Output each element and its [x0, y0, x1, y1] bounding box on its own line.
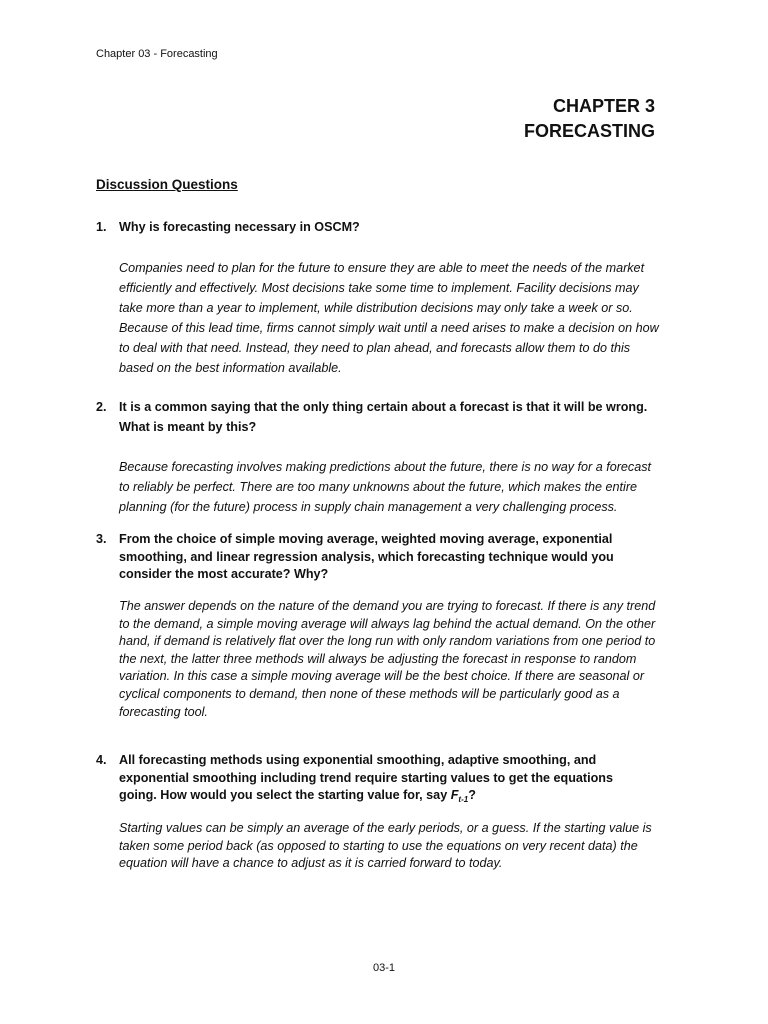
running-header: Chapter 03 - Forecasting [96, 48, 218, 60]
variable-subscript: t-1 [458, 795, 469, 804]
answer-4: Starting values can be simply an average of the early periods, or a guess. If the starting value is taken some period back (as opposed to starting to use the equations on very recent data) the equation will have a chance to adjust as it is carried forward to today. [119, 821, 652, 871]
question-number: 1. [96, 220, 107, 234]
question-text-main: All forecasting methods using exponential smoothing, adaptive smoothing, and exponential smoothing including trend require starting values to get the equations going. How would you select the starting value for, say [119, 753, 614, 802]
answer-2: Because forecasting involves making predictions about the future, there is no way for a forecast to reliably be perfect. There are too many unknowns about the future, which makes the entire planning (for the future) process in supply chain management a very challenging process. [119, 460, 652, 514]
variable-f: F [450, 788, 459, 802]
question-2 [96, 397, 651, 437]
question-number: 4. [96, 753, 107, 767]
answer-1: Companies need to plan for the future to ensure they are able to meet the needs of the market efficiently and effectively. Most decisions take some time to implement. Facility decisions may take more than a year to implement, while distribution decisions may only take a week or so. Because of this lead time, firms cannot simply wait until a need arises to make a decision on how to deal with that need. Instead, they need to plan ahead, and forecasts allow them to do this based on the best information available. [119, 261, 659, 375]
question-text: From the choice of simple moving average, weighted moving average, exponential smoothing, and linear regression analysis, which forecasting technique would you consider the most accurate? Why? [119, 532, 614, 581]
chapter-number: CHAPTER 3 [552, 96, 655, 116]
question-text: It is a common saying that the only thing certain about a forecast is that it will be wrong. What is meant by this? [119, 400, 648, 434]
question-4 [96, 752, 651, 809]
question-number: 2. [96, 400, 107, 414]
question-text-end: ? [468, 788, 476, 802]
question-text [119, 752, 651, 809]
page-number: 03-1 [372, 962, 396, 974]
answer-3: The answer depends on the nature of the demand you are trying to forecast. If there is any trend to the demand, a simple moving average will always lag behind the actual demand. On the other hand, if demand is relatively flat over the long run with only random variations from one period to the next, the latter three methods will always be adjusting the forecast in response to random variation. In this case a simple moving average will be the best choice. If there are seasonal or cyclical components to demand, then none of these methods will be particularly good as a forecasting tool. [119, 599, 656, 719]
question-number: 3. [96, 532, 107, 546]
section-heading: Discussion Questions [96, 177, 238, 192]
question-1 [96, 218, 651, 236]
chapter-title [524, 94, 655, 144]
question-text: Why is forecasting necessary in OSCM? [119, 220, 360, 234]
chapter-name: FORECASTING [523, 121, 655, 141]
question-3 [96, 531, 651, 584]
